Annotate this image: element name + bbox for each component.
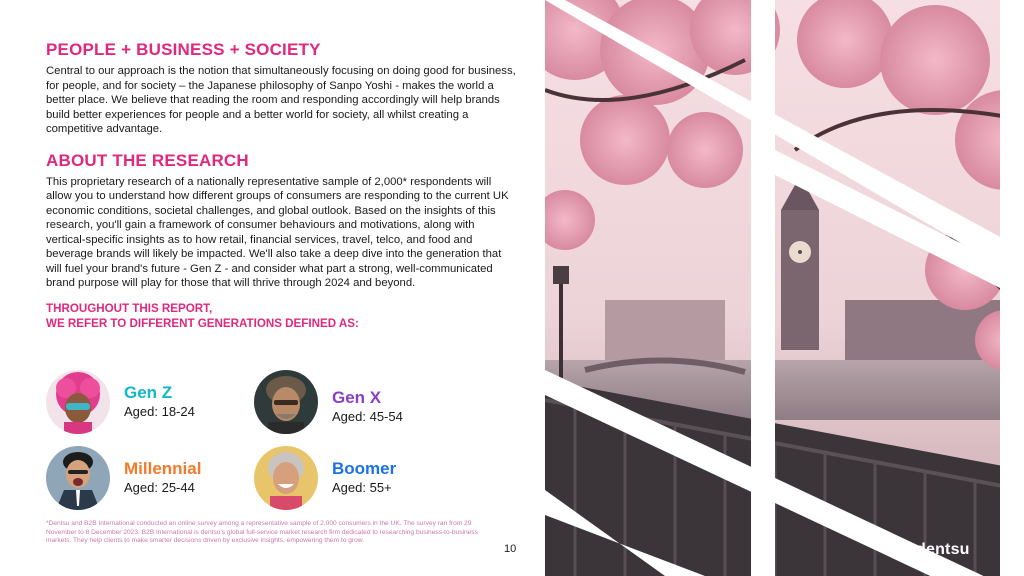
millennial-name: Millennial	[124, 459, 202, 478]
generation-millennial	[46, 446, 201, 510]
gen-z-age: Aged: 18-24	[124, 404, 195, 419]
generation-boomer	[254, 446, 396, 510]
millennial-avatar	[46, 446, 110, 510]
generations-grid	[46, 370, 506, 512]
page-number: 10	[504, 543, 517, 555]
text-column	[46, 40, 516, 331]
boomer-avatar	[254, 446, 318, 510]
gen-x-name: Gen X	[332, 388, 382, 407]
research-heading: ABOUT THE RESEARCH	[46, 150, 249, 170]
cherry-blossom-london-photo	[545, 0, 1024, 576]
gen-x-age: Aged: 45-54	[332, 409, 403, 424]
boomer-age: Aged: 55+	[332, 480, 392, 495]
gen-x-avatar	[254, 370, 318, 434]
pbs-heading: PEOPLE + BUSINESS + SOCIETY	[46, 40, 321, 59]
gen-z-avatar	[46, 370, 110, 434]
pbs-body: Central to our approach is the notion that simultaneously focusing on doing good for business, for people, and for society – the Japanese philosophy of Sanpo Yoshi - makes the world a better place. We believe that reading the room and responding accordingly will help brands build better experiences for people and a better world for society, all whilst creating a competitive advantage.	[46, 65, 516, 135]
gen-z-name: Gen Z	[124, 383, 173, 402]
generations-note-line2: WE REFER TO DIFFERENT GENERATIONS DEFINED AS:	[46, 316, 359, 330]
generations-note	[46, 301, 516, 331]
boomer-name: Boomer	[332, 459, 397, 478]
generations-note-line1: THROUGHOUT THIS REPORT,	[46, 301, 213, 315]
generation-gen-x	[254, 370, 403, 434]
dentsu-logo: dentsu	[916, 541, 970, 558]
research-body: This proprietary research of a nationally representative sample of 2,000* respondents will allow you to understand how different groups of consumers are responding to the current UK economic conditions, societal challenges, and global outlook. Based on the insights of this research, you'll gain a framework of consumer behaviours and motivations, along with vertical-specific insights as to how retail, financial services, travel, telco, and food and beverage brands will likely be impacted. We'll also take a deep dive into the generation that will fuel your brand's future - Gen Z - and consider what part a strong, well-communicated brand purpose will play for those that will thrive through 2024 and beyond.	[46, 175, 509, 289]
generation-gen-z	[46, 370, 195, 434]
footnote: *Dentsu and B2B International conducted an online survey among a representative sample of 2,000 consumers in the UK. The survey ran from 29 November to 8 December 2023. B2B International is dentsu's global full-service market research firm dedicated to researching business-to-business markets. They help clients to make smarter decisions driven by exclusive insights, empowering them to grow.	[46, 520, 478, 545]
millennial-age: Aged: 25-44	[124, 480, 195, 495]
